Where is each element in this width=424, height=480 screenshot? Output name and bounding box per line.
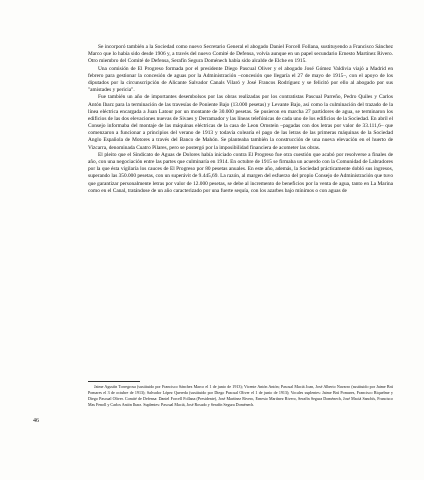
paragraph: Se incorporó también a la Sociedad como nuevo Secretario General el abogado Daniel Forcell Follana, sustituyendo a Francisco Sánchez Marco que lo había sido desde 1906 y, a través del nuevo Comité de Defensa, volvía aunque en un papel secundario Ernesto Martínez Rivero. Otro miembro del Comité de Defensa, Serafín Segura Doménech había sido alcalde de Elche en 1915. — [88, 44, 393, 65]
paragraph: Una comisión de El Progreso formada por el presidente Diego Pascual Oliver y el abogado José Gómez Valdivia viajó a Madrid en febrero para gestionar la concesión de aguas por la Administración –concesión que llegaría el 27 de mayo de 1915–, con el apoyo de los diputados por la circunscripción de Alicante Salvador Canals Vilaró y José Francos Rodríguez y se felicitó por ello al abogado por sus "amistades y pericia". — [88, 65, 393, 94]
footnote-text: Jaime Agustín Torregrosa (sustituido por Francisco Sánchez Marco el 1 de junio de 1913); Vicente Antón Antón; Pascual Maciá Joan, José Alberto Navarro (sustituido por Jaime Brú Pomares el 3 de octubre de 1913); Salvador López Quereda (sustituido por Diego Pascual Oliver el 1 de junio de 1913); Vocales suplentes: Jaime Brú Pomares, Francisco Riquelme y Diego Pascual Oliver. Comité de Defensa: Daniel Forcell Follana (Presidente), José Martínez Rivero, Ernesto Martínez Rivero, Serafín Segura Doménech, José Maciá Sanchís, Francisco Mas Fenoll y Carlos Antón Ibarz. Suplentes: Pascual Maciá, José Rosado y Serafín Segura Doménech. — [88, 384, 393, 408]
paragraph: Fue también un año de importantes desembolsos por las obras realizadas por los contratistas Pascual Parreño, Pedro Quiles y Carlos Antón Ibarz para la terminación de las travesías de Poniente Bajo (13.000 pesetas) y Levante Bajo, así como la culminación del trazado de la línea eléctrica encargada a Juan Latour por un montante de 30.000 pesetas. Se pusieron en marcha 27 partidores de agua, se terminaron los edificios de las dos elevaciones nuevas de Sivaes y Derramador y las líneas telefónicas de cada uno de los edificios de la Sociedad. En abril el Consejo informaba del montaje de las máquinas eléctricas de la casa de Leon Ornstein –pagadas con dos letras por valor de 33.111,6– que comenzaron a funcionar a principios del verano de 1913 y todavía colearía el pago de las letras de las primeras máquinas de la Sociedad Anglo Española de Motores a través del Banco de Mahón. Se planteaba también la construcción de una nueva elevación en el huerto de Vizcarra, denominada Cuatro Pilares, pero se postergó por la imposibilidad financiera de acometer las obras. — [88, 94, 393, 151]
body-text — [88, 44, 393, 195]
footnote — [88, 384, 393, 408]
paragraph: El pleito que el Sindicato de Aguas de Dolores había iniciado contra El Progreso fue otra cuestión que acabó por resolverse a finales de año, con una negociación entre las partes que culminaría en 1914. En octubre de 1915 se firmaba un acuerdo con la Comunidad de Labradores por la que ésta vigilaría los cauces de El Progreso por 80 pesetas anuales. En este año, además, la Sociedad prácticamente dobló sus ingresos, superando las 350.000 pesetas, con un superávit de 9.445,69. La razón, al margen del esfuerzo del propio Consejo de Administración que tuvo que garantizar personalmente letras por valor de 12.000 pesetas, se debe al incremento de beneficios por la venta de agua, tanto en La Marina como en el Canal, tratándose de un año caracterizado por una fuerte sequía, con los azarbes bajo mínimos o con aguas de — [88, 151, 393, 194]
page-number: 46 — [33, 418, 39, 424]
footnote-divider — [88, 381, 140, 382]
